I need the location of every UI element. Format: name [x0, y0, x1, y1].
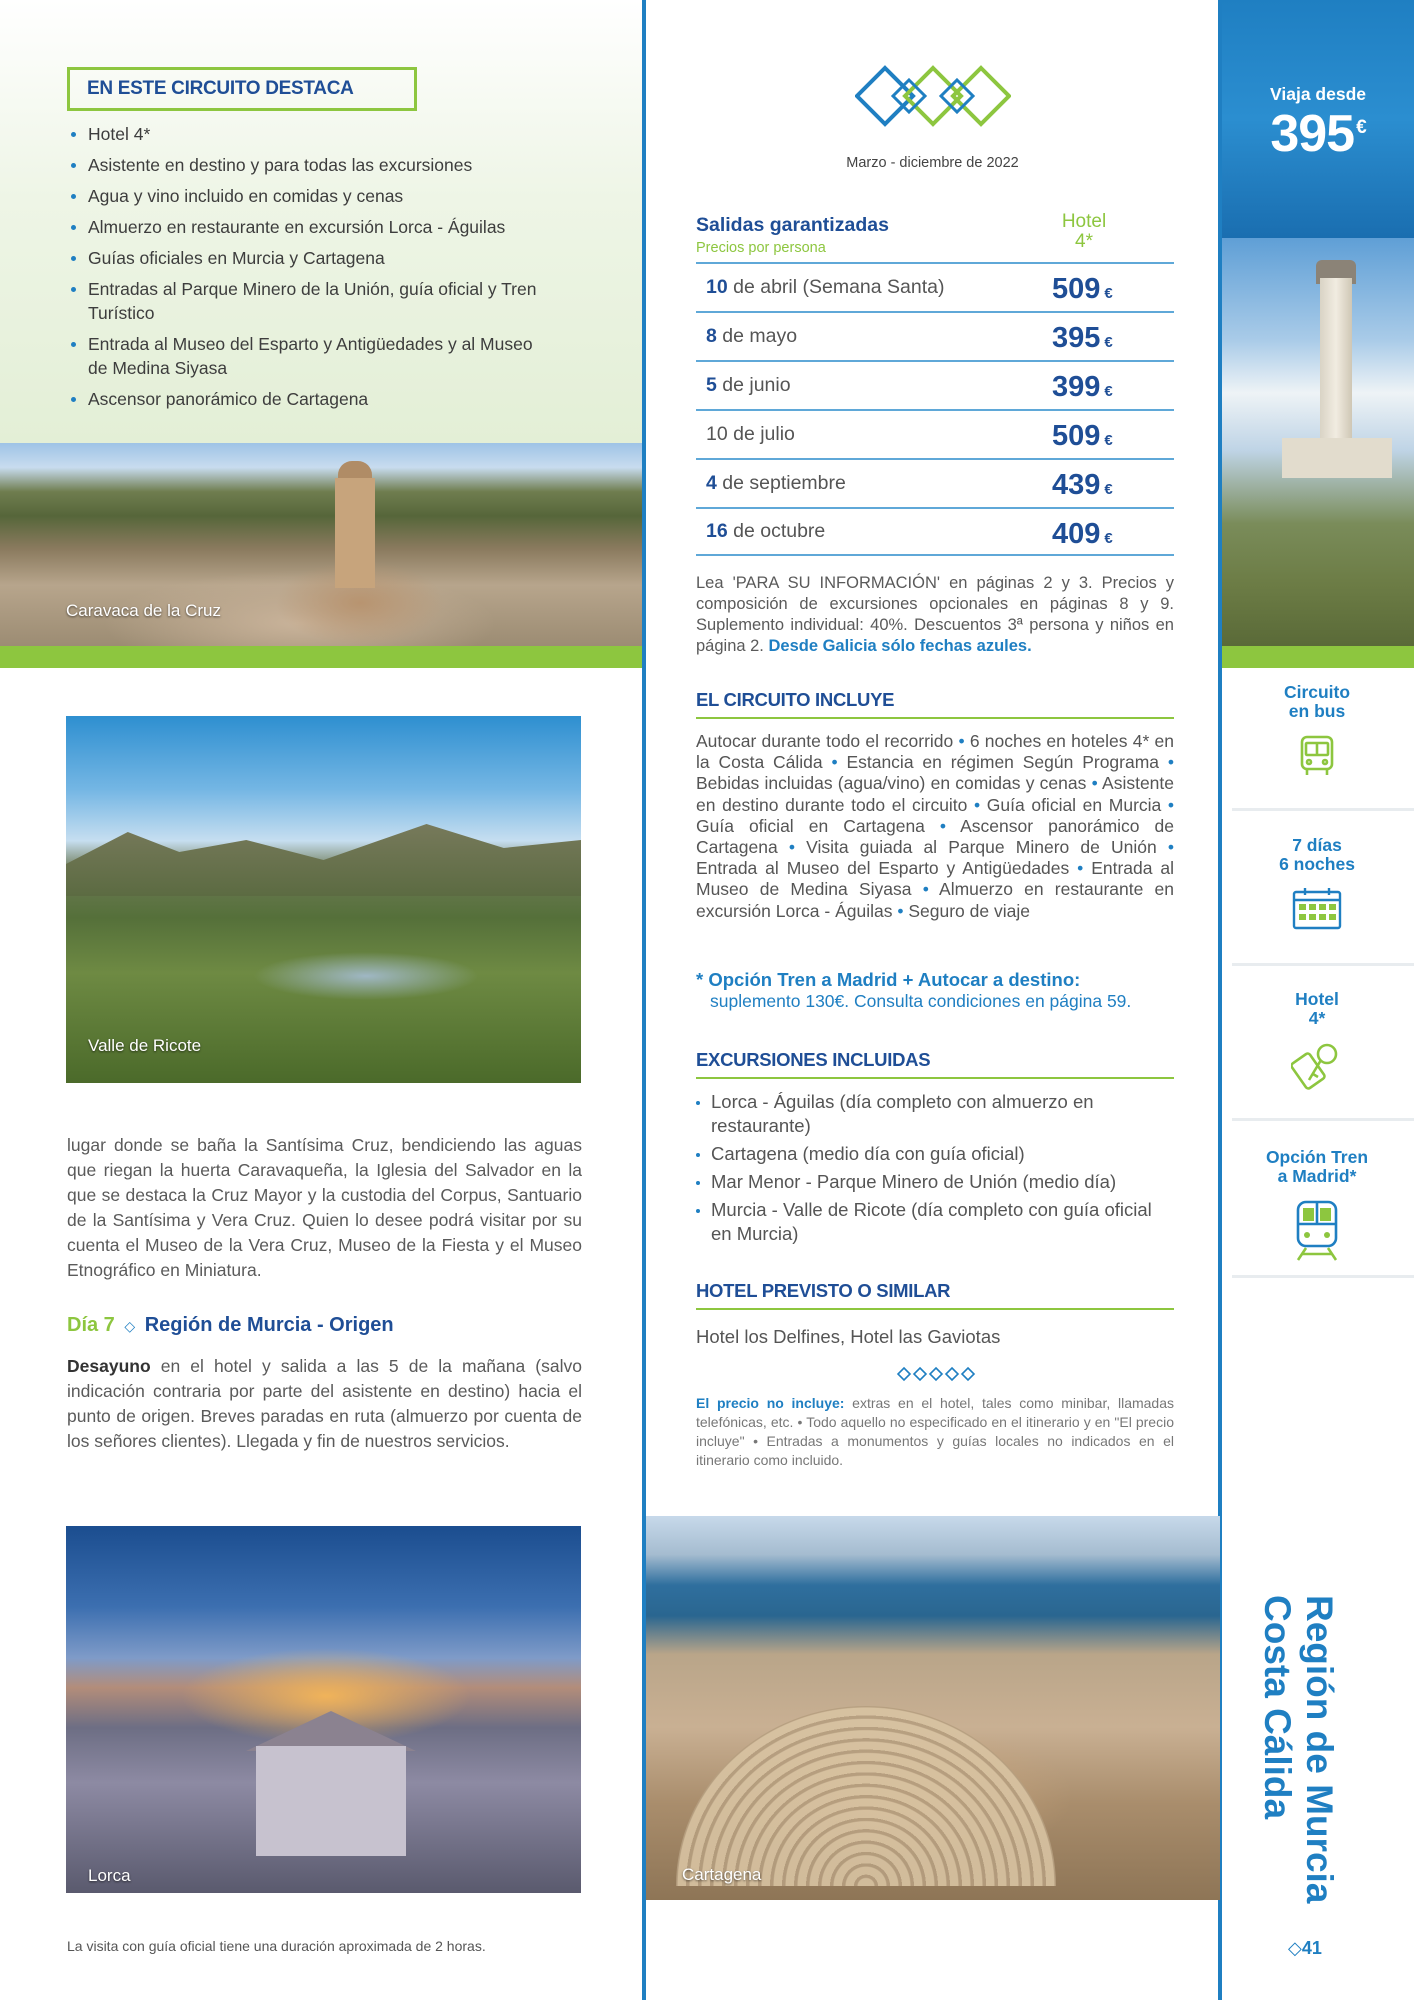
- bullet-icon: •: [924, 815, 961, 836]
- day-lead: Desayuno: [67, 1356, 151, 1376]
- not-included-text: El precio no incluye: extras en el hotel, tales como minibar, llamadas telefónicas, etc. • Todo aquello no especificado en el itinerario y en "El precio incluye" • Entradas a monumentos y guías locales no indicados en el itinerario como incluido.: [696, 1395, 1175, 1468]
- house-roof: [246, 1711, 416, 1751]
- list-item: Lorca - Águilas (día completo con almuerzo en restaurante): [696, 1090, 1174, 1138]
- list-item: Ascensor panorámico de Cartagena: [70, 387, 570, 411]
- excursions-list: [696, 1090, 1174, 1250]
- mountain-range: [66, 816, 581, 896]
- bullet-icon: •: [1159, 752, 1174, 773]
- includes-item: Visita guiada al Parque Minero de Unión: [806, 837, 1157, 858]
- includes-item: Entrada al Museo del Esparto y Antigüedades: [696, 858, 1070, 879]
- price: 509 €: [1052, 420, 1113, 452]
- bus-icon: [1294, 733, 1340, 779]
- day-text: Desayuno en el hotel y salida a las 5 de la mañana (salvo indicación contraria por parte del asistente en destino) hacia el punto de origen. Breves paradas en ruta (almuerzo por cuenta de los señores clientes). Llegada y fin de nuestros servicios.: [67, 1356, 582, 1451]
- price: 409 €: [1052, 518, 1113, 550]
- from-price-panel: [1222, 0, 1414, 238]
- list-item: Mar Menor - Parque Minero de Unión (medio día): [696, 1170, 1174, 1194]
- bullet-icon: [696, 1153, 700, 1157]
- diamond-icon: ◇: [1288, 1938, 1302, 1958]
- price: 509 €: [1052, 273, 1113, 305]
- diamond-icon: ◇: [124, 1318, 136, 1334]
- list-item: Entradas al Parque Minero de la Unión, guía oficial y Tren Turístico: [70, 277, 560, 325]
- bullet-icon: •: [1069, 858, 1092, 879]
- bullet-icon: •: [967, 794, 987, 815]
- list-item: Hotel 4*: [70, 122, 570, 146]
- lighthouse-base: [1282, 438, 1392, 478]
- bullet-icon: [696, 1181, 700, 1185]
- photo-caption: Cartagena: [682, 1865, 762, 1884]
- diamonds-divider-icon: [896, 1366, 976, 1382]
- photo-ricote: [66, 716, 581, 1083]
- table-row: 10 de julio 509 €: [696, 409, 1174, 458]
- table-row: 4 de septiembre 439 €: [696, 458, 1174, 507]
- photo-cartagena: [646, 1516, 1220, 1900]
- bullet-icon: [71, 342, 76, 347]
- price: 399 €: [1052, 371, 1113, 403]
- feature-bus: Circuito en bus: [1232, 683, 1402, 779]
- photo-lighthouse: [1222, 238, 1414, 646]
- photo-caption: Lorca: [88, 1866, 131, 1885]
- departures-title: Salidas garantizadas: [696, 214, 889, 236]
- bullet-icon: •: [953, 731, 970, 751]
- list-item: Agua y vino incluido en comidas y cenas: [70, 184, 570, 208]
- includes-text: [696, 731, 1174, 922]
- list-item: Guías oficiales en Murcia y Cartagena: [70, 246, 570, 270]
- roman-theatre: [676, 1706, 1056, 1886]
- region-title-line2: Costa Cálida: [1257, 1595, 1298, 1820]
- divider: [1232, 808, 1414, 811]
- bullet-icon: [71, 256, 76, 261]
- bullet-icon: [696, 1209, 700, 1213]
- bullet-icon: [71, 397, 76, 402]
- table-row: 5 de junio 399 €: [696, 360, 1174, 409]
- bullet-icon: •: [1156, 837, 1174, 858]
- includes-item: Seguro de viaje: [908, 900, 1030, 921]
- church-tower: [335, 478, 375, 588]
- region-title-line1: Región de Murcia: [1299, 1595, 1340, 1904]
- divider: [1232, 963, 1414, 966]
- bullet-icon: [71, 194, 76, 199]
- price: 395 €: [1052, 322, 1113, 354]
- itinerary-text: lugar donde se baña la Santísima Cruz, bendiciendo las aguas que riegan la huerta Caravaqueña, la Iglesia del Salvador en la que se destaca la Cruz Mayor y la custodia del Corpus, Santuario de la Santísima y Vera Cruz. Quien lo desee podrá visitar por su cuenta el Museo de la Vera Cruz, Museo de la Fiesta y el Museo Etnográfico en Miniatura.: [67, 1135, 582, 1280]
- bullet-icon: •: [911, 879, 940, 900]
- bullet-icon: [696, 1101, 700, 1105]
- feature-duration: 7 días 6 noches: [1232, 836, 1402, 932]
- bullet-icon: [71, 163, 76, 168]
- period-label: Marzo - diciembre de 2022: [846, 155, 1019, 171]
- from-label: Viaja desde: [1270, 84, 1366, 104]
- feature-hotel: Hotel 4*: [1232, 990, 1402, 1090]
- divider: [1232, 1118, 1414, 1121]
- green-band-right: [1222, 646, 1414, 668]
- bullet-icon: [71, 132, 76, 137]
- includes-item: Entrada al Museo de Medina Siyasa: [696, 858, 1175, 900]
- bullet-icon: [71, 287, 76, 292]
- divider: [1232, 1275, 1414, 1278]
- list-item: Asistente en destino y para todas las excursiones: [70, 153, 570, 177]
- hotel-column-header: Hotel 4*: [1061, 211, 1107, 252]
- departures-subtitle: Precios por persona: [696, 240, 826, 256]
- departures-table: [696, 262, 1174, 556]
- includes-item: Estancia en régimen Según Programa: [846, 752, 1160, 773]
- hotel-names: Hotel los Delfines, Hotel las Gaviotas: [696, 1326, 1001, 1347]
- green-band-left: [0, 646, 642, 668]
- hotel-heading: HOTEL PREVISTO O SIMILAR: [696, 1280, 1174, 1310]
- includes-item: Asistente en destino durante todo el circuito: [696, 773, 1174, 815]
- day-number: Día 7: [67, 1314, 115, 1336]
- includes-item: 6 noches en hoteles 4* en la Costa Cálida: [696, 731, 1174, 773]
- brand-diamonds-logo: [855, 62, 1011, 142]
- bullet-icon: •: [892, 900, 909, 921]
- feature-train-option: Opción Tren a Madrid*: [1232, 1148, 1402, 1264]
- table-row: 8 de mayo 395 €: [696, 311, 1174, 360]
- footnote: La visita con guía oficial tiene una duración aproximada de 2 horas.: [67, 1938, 486, 1954]
- train-icon: [1292, 1198, 1342, 1264]
- highlights-box: [67, 67, 417, 111]
- bullet-icon: •: [822, 752, 847, 773]
- price: 439 €: [1052, 469, 1113, 501]
- day-title: Región de Murcia - Origen: [144, 1314, 394, 1336]
- includes-item: Almuerzo en restaurante en excursión Lorca - Águilas: [696, 879, 1174, 921]
- table-row: 16 de octubre 409 €: [696, 507, 1174, 556]
- train-option: * Opción Tren a Madrid + Autocar a destino: suplemento 130€. Consulta condiciones en página 59.: [696, 969, 1132, 1011]
- from-price: 395 €: [1270, 105, 1366, 163]
- excursions-heading: EXCURSIONES INCLUIDAS: [696, 1049, 1174, 1079]
- bullet-icon: •: [777, 837, 807, 858]
- highlights-list: [70, 122, 570, 418]
- includes-item: Guía oficial en Cartagena: [696, 815, 925, 836]
- highlights-title: EN ESTE CIRCUITO DESTACA: [87, 78, 354, 99]
- list-item: Murcia - Valle de Ricote (día completo con guía oficial en Murcia): [696, 1198, 1174, 1246]
- includes-item: Guía oficial en Murcia: [986, 794, 1162, 815]
- calendar-icon: [1291, 886, 1343, 932]
- bullet-icon: •: [1086, 773, 1103, 794]
- photo-caption: Caravaca de la Cruz: [66, 601, 221, 620]
- bullet-icon: [71, 225, 76, 230]
- includes-item: Ascensor panorámico de Cartagena: [696, 815, 1175, 858]
- table-row: 10 de abril (Semana Santa) 509 €: [696, 262, 1174, 311]
- info-text: Lea 'PARA SU INFORMACIÓN' en páginas 2 y 3. Precios y composición de excursiones opcionales en páginas 8 y 9. Suplemento individual: 40%. Descuentos 3ª persona y niños en página 2. Desde Galicia sólo fechas azules.: [696, 574, 1174, 655]
- includes-item: Bebidas incluidas (agua/vino) en comidas y cenas: [696, 773, 1087, 794]
- bullet-icon: •: [1161, 794, 1175, 815]
- list-item: Cartagena (medio día con guía oficial): [696, 1142, 1174, 1166]
- list-item: Entrada al Museo del Esparto y Antigüedades y al Museo de Medina Siyasa: [70, 332, 540, 380]
- photo-caption: Valle de Ricote: [88, 1036, 202, 1055]
- day-heading: [67, 1314, 394, 1337]
- page-number: ◇41: [1288, 1938, 1322, 1958]
- includes-item: Autocar durante todo el recorrido: [696, 731, 954, 751]
- hotel-key-icon: [1291, 1040, 1343, 1090]
- list-item: Almuerzo en restaurante en excursión Lorca - Águilas: [70, 215, 570, 239]
- includes-heading: EL CIRCUITO INCLUYE: [696, 689, 1174, 719]
- photo-caravaca: [0, 443, 642, 646]
- house: [256, 1746, 406, 1856]
- photo-lorca: [66, 1526, 581, 1893]
